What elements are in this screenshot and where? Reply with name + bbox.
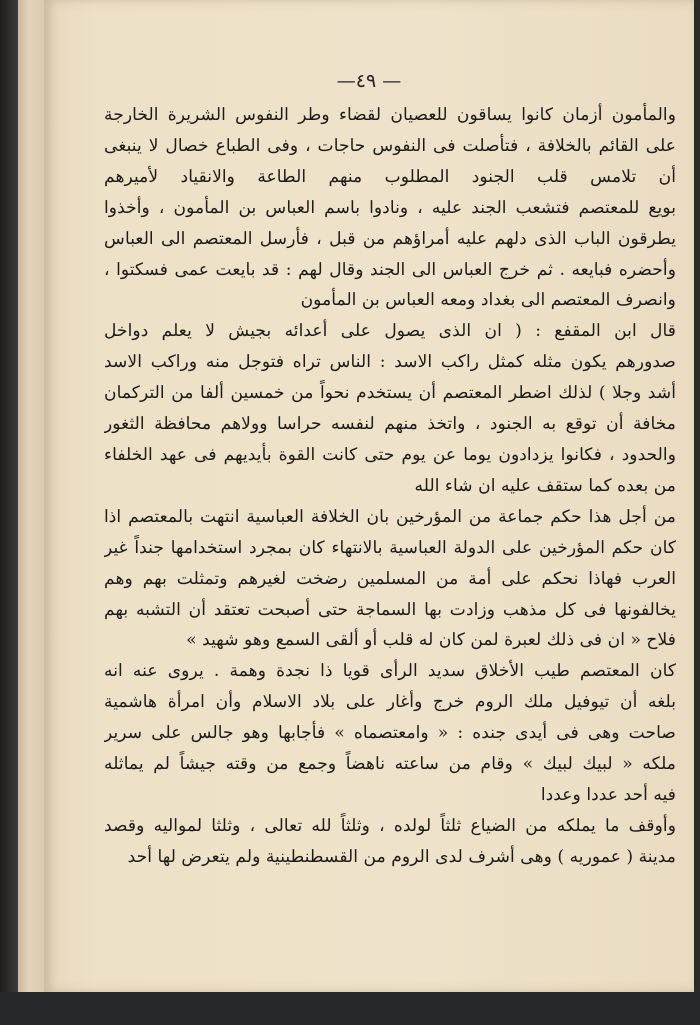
text-line: يطرقون الباب الذى دلهم عليه أمراؤهم من قبل ، فأرسل المعتصم الى العباس bbox=[104, 228, 676, 249]
text-line: مدينة ( عموريه ) وهى أشرف لدى الروم من القسطنطينية ولم يتعرض لها أحد bbox=[127, 846, 676, 867]
paragraph bbox=[104, 811, 676, 873]
text-line: وأحضره فبايعه . ثم خرج العباس الى الجند وقال لهم : قد بايعت عمى فسكتوا ، bbox=[104, 259, 676, 280]
text-line: فلاح « ان فى ذلك لعبرة لمن كان له قلب أو ألقى السمع وهو شهيد » bbox=[186, 630, 676, 651]
text-line: العرب فهاذا نحكم على أمة من المسلمين رضخت لغيرهم وتمثلت بهم وهم bbox=[104, 568, 676, 589]
text-line: بويع للمعتصم فتشعب الجند عليه ، ونادوا باسم العباس بن المأمون ، وأخذوا bbox=[104, 197, 676, 218]
paragraph bbox=[104, 502, 676, 657]
text-line: من بعده كما ستقف عليه ان شاء الله bbox=[414, 475, 676, 496]
text-line: مخافة أن توقع به الجنود ، واتخذ منهم لنفسه حراسا وولاهم محافظة الثغور bbox=[104, 414, 676, 435]
text-line: بلغه أن تيوفيل ملك الروم خرج وأغار على بلاد الاسلام وأن امرأة هاشمية bbox=[104, 692, 676, 713]
text-line: وأوقف ما يملكه من الضياع ثلثاً لولده ، وثلثاً لله تعالى ، وثلثا لمواليه وقصد bbox=[104, 815, 676, 836]
page-edges bbox=[18, 0, 47, 995]
text-line: من أجل هذا حكم جماعة من المؤرخين بان الخلافة العباسية انتهت بالمعتصم اذا bbox=[104, 506, 676, 527]
text-line: ملكه « لبيك لبيك » وقام من ساعته ناهضاً وجمع من وقته جيشاً لم يماثله bbox=[104, 754, 676, 775]
text-line: فيه أحد عددا وعددا bbox=[540, 784, 676, 805]
text-line: والحدود ، فكانوا يزدادون يوما عن يوم حتى كانت القوة بأيديهم فى عهد الخلفاء bbox=[104, 444, 676, 465]
text-line: كان حكم المؤرخين على الدولة العباسية بالانتهاء كان بمجرد استخدامها جنداً غير bbox=[104, 537, 676, 558]
book-cover-bottom bbox=[0, 992, 700, 1025]
page-number: —٤٩ — bbox=[336, 70, 402, 92]
book-page bbox=[44, 0, 694, 992]
text-line: صاحت وهى فى أيدى جنده : « وامعتصماه » فأجابها وهو جالس على سرير bbox=[104, 723, 676, 744]
text-line: وانصرف المعتصم الى بغداد ومعه العباس بن المأمون bbox=[300, 290, 676, 311]
text-line: صدورهم يكون مثله كمثل راكب الاسد : الناس تراه فتوجل منه وراكب الاسد bbox=[104, 352, 676, 373]
paragraph bbox=[104, 100, 676, 316]
text-line: أشد وجلا ) لذلك اضطر المعتصم أن يستخدم نحواً من خمسين ألفا من التركمان bbox=[104, 383, 676, 404]
text-line: كان المعتصم طيب الأخلاق سديد الرأى قويا ذا نجدة وهمة . يروى عنه انه bbox=[104, 661, 676, 682]
text-line: يخالفونها فى كل مذهب وزادت بها السماجة حتى أصبحت تعتقد أن التشبه بهم bbox=[104, 599, 676, 620]
text-line: أن تلامس قلب الجنود المطلوب منهم الطاعة والانقياد لأميرهم bbox=[104, 166, 676, 187]
paragraph bbox=[104, 656, 676, 811]
paragraph bbox=[104, 316, 676, 501]
text-line: على القائم بالخلافة ، فتأصلت فى النفوس حاجات ، وفى الطباع خصال لا ينبغى bbox=[104, 135, 676, 156]
body-text bbox=[104, 100, 676, 873]
text-line: والمأمون أزمان كانوا يساقون للعصيان لقضاء وطر النفوس الشريرة الخارجة bbox=[104, 105, 676, 125]
text-line: قال ابن المقفع : ( ان الذى يصول على أعدائه بجيش لا يعلم دواخل bbox=[104, 321, 676, 342]
